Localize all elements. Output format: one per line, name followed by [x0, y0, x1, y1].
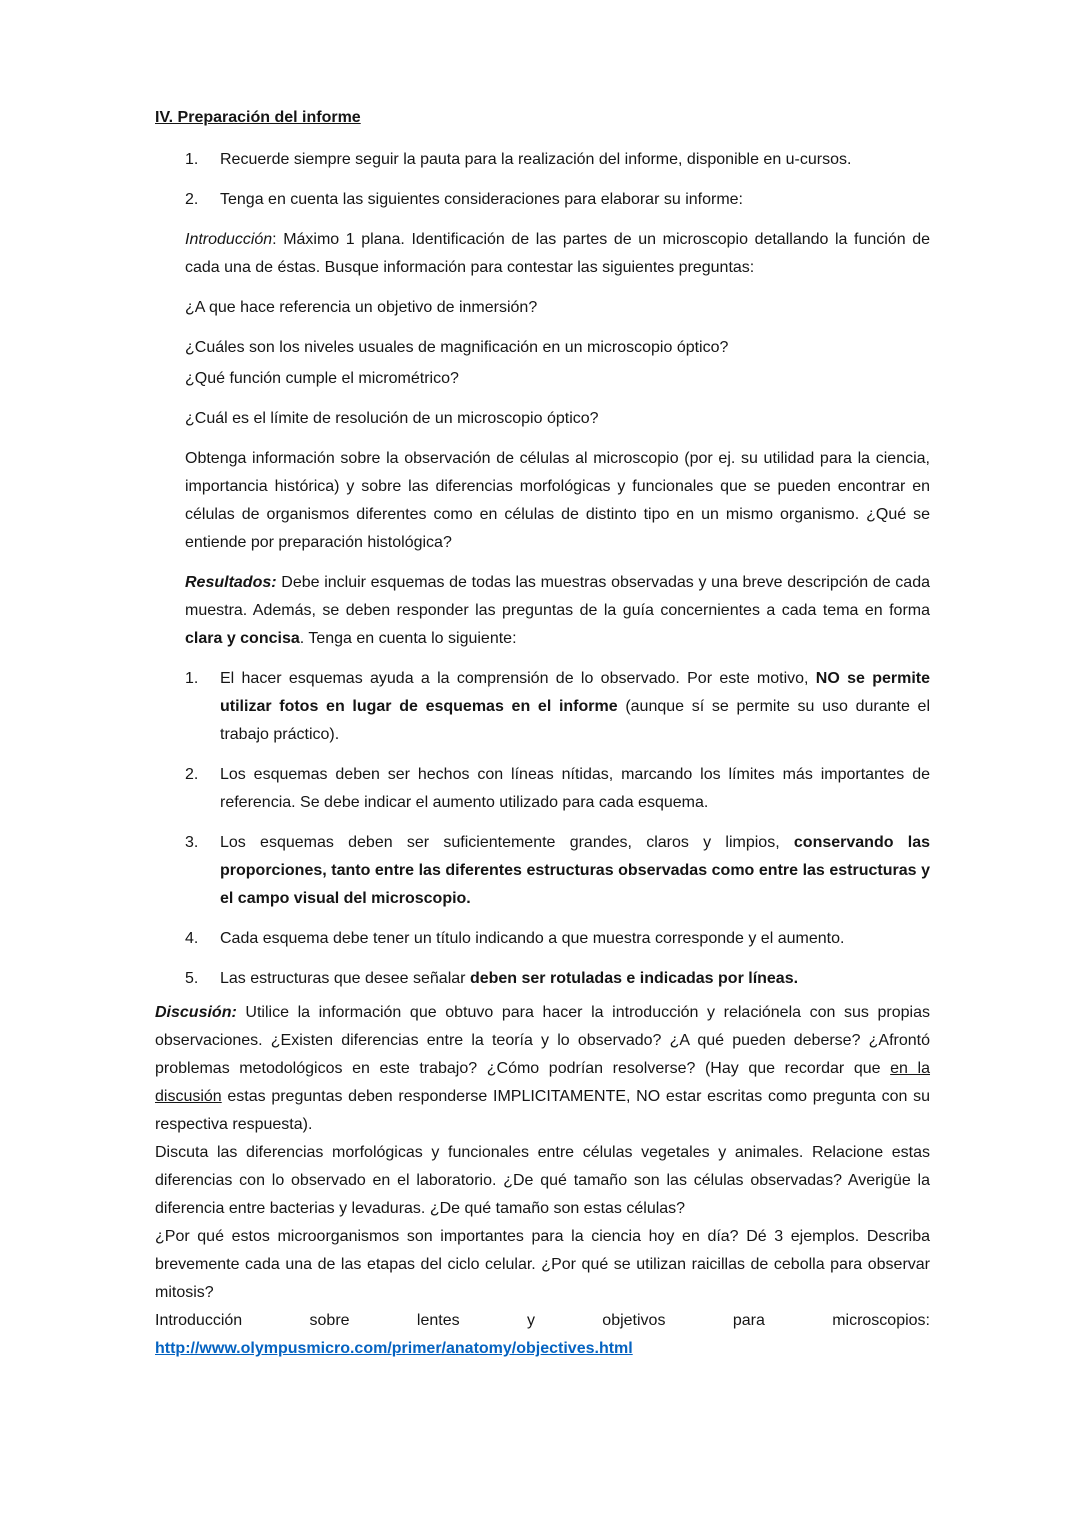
introduccion-label: Introducción [185, 231, 273, 248]
item-text: Los esquemas deben ser hechos con líneas nítidas, marcando los límites más importantes de referencia. Se debe indicar el aumento utilizado para cada esquema. [220, 766, 930, 811]
hyperlink-olympus[interactable]: http://www.olympusmicro.com/primer/anatomy/objectives.html [155, 1340, 633, 1357]
list-item [185, 965, 930, 993]
line-intro-link: Introducción sobre lentes y objetivos para microscopios: [155, 1312, 930, 1329]
item-text: Las estructuras que desee señalar [220, 970, 470, 987]
list-item-text [220, 925, 930, 953]
link-line [155, 1335, 930, 1363]
introduccion-text: : Máximo 1 plana. Identificación de las partes de un microscopio detallando la función de cada una de éstas. Busque información para contestar las siguientes preguntas: [185, 231, 930, 276]
paragraph-obtenga: Obtenga información sobre la observación de células al microscopio (por ej. su utilidad para la ciencia, importancia histórica) y sobre las diferencias morfológicas y funcionales que se pueden encontrar en células de organismos diferentes como en células de distinto tipo en un mismo organismo. ¿Qué se entiende por preparación histológica? [185, 450, 930, 551]
question-inmersion: ¿A que hace referencia un objetivo de inmersión? [185, 299, 538, 316]
list-item-text: Tenga en cuenta las siguientes consideraciones para elaborar su informe: [220, 191, 743, 208]
list-item [185, 829, 930, 913]
list-item-text [220, 965, 930, 993]
list-item [185, 665, 930, 749]
question-micrometrico: ¿Qué función cumple el micrométrico? [185, 370, 459, 387]
resultados-label: Resultados: [185, 574, 277, 591]
discussion-section [155, 999, 930, 1363]
resultados-text-2: . Tenga en cuenta lo siguiente: [299, 630, 517, 647]
ordered-list-esquemas [155, 665, 930, 993]
discusion-text-2: estas preguntas deben responderse IMPLICITAMENTE, NO estar escritas como pregunta con su respectiva respuesta). [155, 1088, 930, 1133]
item-text: (aunque sí se permite su uso durante el trabajo práctico). [220, 698, 930, 743]
section-title: IV. Preparación del informe [155, 109, 361, 126]
ordered-list-top [155, 146, 930, 214]
list-number: 1. [185, 670, 199, 687]
resultados-bold: clara y concisa [185, 630, 300, 647]
list-number: 3. [185, 834, 199, 851]
list-number: 2. [185, 766, 199, 783]
list-item [185, 186, 930, 214]
considerations-section [185, 226, 930, 653]
list-item-text [220, 665, 930, 749]
item-text: Cada esquema debe tener un título indicando a que muestra corresponde y el aumento. [220, 930, 845, 947]
list-number: 5. [185, 970, 199, 987]
resultados-text-1: Debe incluir esquemas de todas las muestras observadas y una breve descripción de cada muestra. Además, se deben responder las preguntas de la guía concernientes a cada tema en forma [185, 574, 930, 619]
list-number: 1. [185, 151, 199, 168]
item-text: El hacer esquemas ayuda a la comprensión de lo observado. Por este motivo, [220, 670, 816, 687]
discusion-text-1: Utilice la información que obtuvo para hacer la introducción y relaciónela con sus propias observaciones. ¿Existen diferencias entre la teoría y lo observado? ¿A qué pueden deberse? ¿Afrontó problemas metodológicos en este trabajo? ¿Cómo podrían resolverse? (Hay que recordar que [155, 1004, 930, 1077]
discusion-label: Discusión: [155, 1004, 237, 1021]
paragraph-porque: ¿Por qué estos microorganismos son importantes para la ciencia hoy en día? Dé 3 ejemplos. Describa brevemente cada una de las etapas del ciclo celular. ¿Por qué se utilizan raicillas de cebolla para observar mitosis? [155, 1228, 930, 1301]
list-item-text: Recuerde siempre seguir la pauta para la realización del informe, disponible en u-cursos. [220, 151, 852, 168]
list-item [185, 146, 930, 174]
list-item-text [220, 761, 930, 817]
item-bold-text: deben ser rotuladas e indicadas por líneas. [469, 970, 799, 987]
list-number: 4. [185, 930, 199, 947]
item-text: Los esquemas deben ser suficientemente grandes, claros y limpios, [220, 834, 794, 851]
paragraph-discuta: Discuta las diferencias morfológicas y funcionales entre células vegetales y animales. Relacione estas diferencias con lo observado en el laboratorio. ¿De qué tamaño son las células observadas? Averigüe la diferencia entre bacterias y levaduras. ¿De qué tamaño son estas células? [155, 1144, 930, 1217]
list-item-text [220, 829, 930, 913]
item-bold-text: conservando las proporciones, tanto entre las diferentes estructuras observadas como entre las estructuras y el campo visual del microscopio. [220, 834, 930, 907]
paragraph-resultados [185, 569, 930, 653]
discusion-underlined: en la discusión [155, 1060, 930, 1105]
paragraph-discusion [155, 999, 930, 1139]
item-bold-text: NO se permite utilizar fotos en lugar de esquemas en el informe [220, 670, 931, 715]
paragraph-introduccion [185, 226, 930, 282]
list-item [185, 761, 930, 817]
question-magnificacion: ¿Cuáles son los niveles usuales de magnificación en un microscopio óptico? [185, 339, 729, 356]
list-item [185, 925, 930, 953]
list-number: 2. [185, 191, 199, 208]
question-resolucion: ¿Cuál es el límite de resolución de un microscopio óptico? [185, 410, 599, 427]
